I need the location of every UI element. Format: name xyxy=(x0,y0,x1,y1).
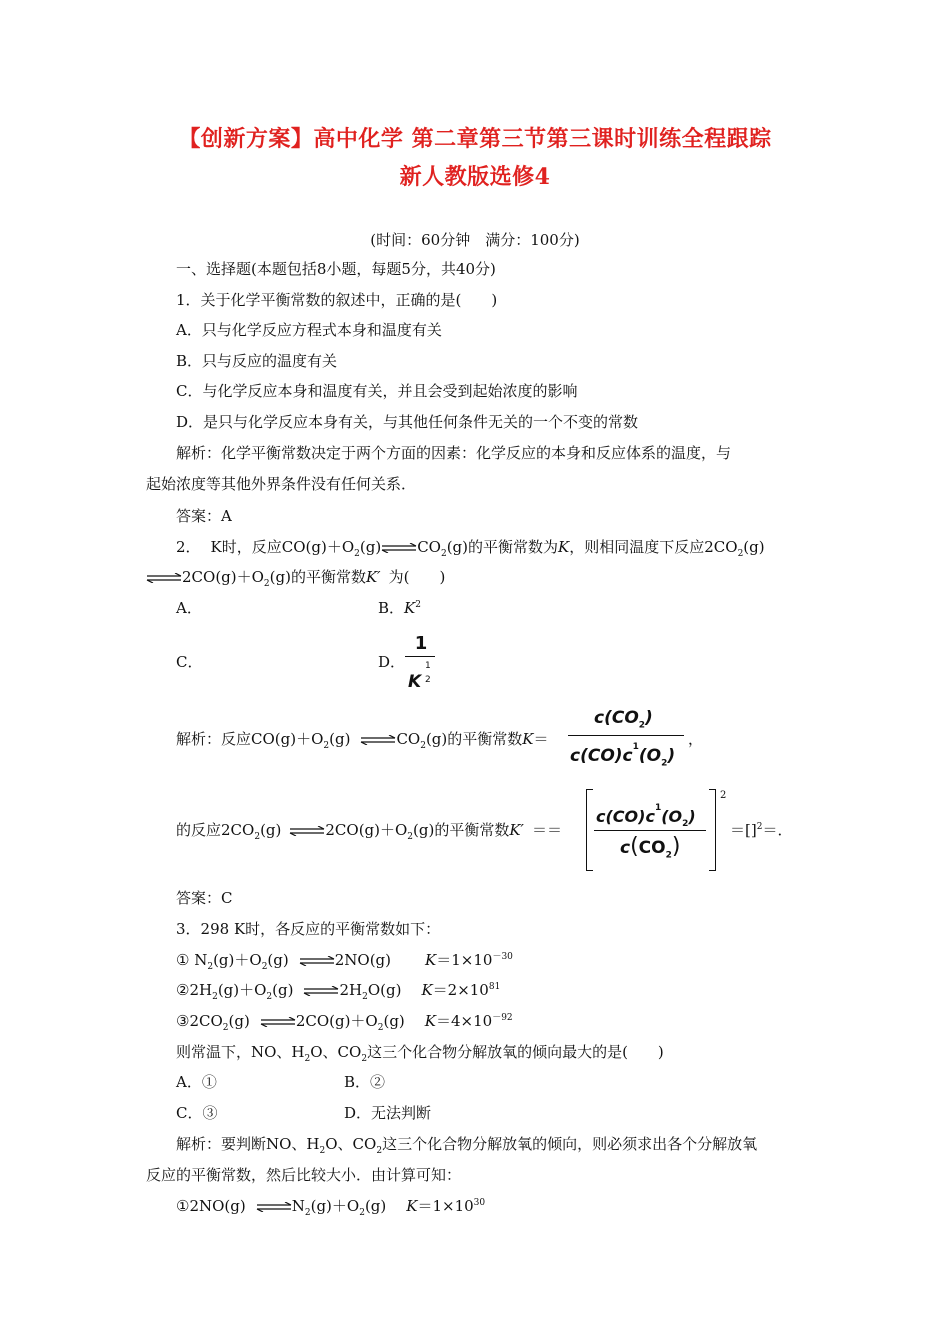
q3-analysis-line2: 反应的平衡常数，然后比较大小．由计算可知： xyxy=(146,1166,462,1184)
q3-calc-1 xyxy=(176,1196,485,1216)
superscript: 1 xyxy=(632,742,639,752)
subscript: 2 xyxy=(212,992,218,1002)
q3-k: K xyxy=(424,1012,436,1030)
q3-text: ②2H xyxy=(176,981,213,999)
subscript: 2 xyxy=(261,962,268,972)
q2-option-a: A． xyxy=(176,599,202,617)
q3-text: ＝4×10 xyxy=(436,1012,493,1030)
fraction-bar xyxy=(405,656,435,657)
subscript: 2 xyxy=(638,720,646,731)
q2-analysis-text: 的反应2CO xyxy=(176,821,255,839)
frac2-num-close: ) xyxy=(688,807,696,826)
q2-option-d-k: K xyxy=(408,672,422,692)
frac2-num-text: c(CO)c xyxy=(596,807,655,826)
q2-text: K时，反应CO(g)＋O xyxy=(210,538,355,556)
subscript: 2 xyxy=(407,832,414,842)
q3-option-d: D．无法判断 xyxy=(344,1104,432,1122)
subscript: 2 xyxy=(207,962,214,972)
exam-meta: (时间：60分钟 满分：100分) xyxy=(370,231,580,249)
q3-text: 这三个化合物分解放氧的倾向最大的是( ) xyxy=(367,1043,664,1061)
section-heading: 一、选择题(本题包括8小题，每题5分，共40分) xyxy=(176,260,496,278)
q2-kprime: K′ xyxy=(365,568,381,586)
q3-k: K xyxy=(425,951,437,969)
q1-analysis-line2: 起始浓度等其他外界条件没有任何关系． xyxy=(146,475,417,493)
q3-stem: 3．298 K时，各反应的平衡常数如下： xyxy=(176,920,441,938)
q3-option-c: C．③ xyxy=(176,1104,218,1122)
left-bracket xyxy=(586,789,593,871)
superscript: 81 xyxy=(488,982,501,992)
q3-text: (g) xyxy=(267,951,289,969)
equilibrium-arrow-icon xyxy=(303,986,339,996)
q2-text: 2CO(g)＋O xyxy=(182,568,264,586)
q2-k: K xyxy=(558,538,570,556)
q2-analysis-text: CO xyxy=(396,730,421,748)
q2-option-d: D． xyxy=(378,653,406,671)
q2-option-b xyxy=(378,598,421,618)
q3-k: K xyxy=(421,981,433,999)
subscript: 2 xyxy=(376,1146,383,1156)
q3-text: ＝1×10 xyxy=(436,951,493,969)
q3-text: O、CO xyxy=(310,1043,362,1061)
equilibrium-arrow-icon xyxy=(289,826,325,836)
q3-reaction-1 xyxy=(176,950,513,970)
q3-text: ＝2×10 xyxy=(432,981,489,999)
equilibrium-arrow-icon xyxy=(260,1017,296,1027)
q2-analysis-line2 xyxy=(176,820,562,840)
equilibrium-arrow-icon xyxy=(256,1202,292,1212)
q2-text: 为( ) xyxy=(388,568,446,586)
q1-stem: 1．关于化学平衡常数的叙述中，正确的是( ) xyxy=(176,291,498,309)
q2-option-c: C． xyxy=(176,653,203,671)
subscript: 2 xyxy=(682,819,689,830)
q2-analysis-text: 解析：反应CO(g)＋O xyxy=(176,730,324,748)
superscript: 1 xyxy=(654,803,662,813)
q2-analysis-text: (g)的平衡常数 xyxy=(413,821,510,839)
subscript: 2 xyxy=(304,1208,311,1218)
q3-text: O、CO xyxy=(325,1135,377,1153)
superscript: 30 xyxy=(473,1198,486,1208)
q2-stem-line2 xyxy=(146,567,445,587)
q3-text: 2CO(g)＋O xyxy=(295,1012,378,1030)
subscript: 2 xyxy=(661,758,668,769)
q3-text: ＝1×10 xyxy=(417,1197,474,1215)
q3-text: (g) xyxy=(383,1012,405,1030)
frac1-den-text2: (O xyxy=(638,746,662,766)
subscript: 2 xyxy=(361,1054,368,1064)
q2-analysis-tail xyxy=(730,820,792,840)
q2-number: 2． xyxy=(176,538,201,556)
frac2-denominator: $c(CO_2)$ xyxy=(620,834,681,861)
q2-analysis-text: (g) xyxy=(260,821,282,839)
q3-analysis-line1 xyxy=(176,1134,757,1154)
q2-analysis-k: K xyxy=(522,730,534,748)
q3-text: (g) xyxy=(364,1197,387,1215)
q2-text: (g) xyxy=(743,538,765,556)
q3-k: K xyxy=(406,1197,418,1215)
subscript: 2 xyxy=(263,579,270,589)
q3-text: (g)＋O xyxy=(310,1197,360,1215)
q3-text: O(g) xyxy=(367,981,402,999)
superscript: 2 xyxy=(756,822,763,832)
frac2-numerator xyxy=(596,803,696,830)
q3-text: N xyxy=(291,1197,305,1215)
frac2-den-c: c xyxy=(620,838,631,858)
q3-text: 则常温下，NO、H xyxy=(176,1043,305,1061)
q3-text: ③2CO xyxy=(176,1012,223,1030)
equilibrium-arrow-icon xyxy=(381,543,417,553)
q1-option-a: A．只与化学反应方程式本身和温度有关 xyxy=(176,321,442,339)
subscript: 2 xyxy=(665,850,672,861)
q2-analysis-text: ＝[] xyxy=(730,821,757,839)
frac1-num-close: ) xyxy=(645,708,653,728)
frac1-denominator xyxy=(570,742,676,769)
q2-stem xyxy=(176,537,765,557)
subscript: 2 xyxy=(222,1023,229,1033)
q2-analysis-text: ＝． xyxy=(762,821,793,839)
subscript: 2 xyxy=(254,832,261,842)
q3-text: (g)＋O xyxy=(217,981,267,999)
fraction-bar xyxy=(594,830,706,831)
equilibrium-arrow-icon xyxy=(146,573,182,583)
q3-question xyxy=(176,1042,664,1062)
doc-title-line2: 新人教版选修4 xyxy=(399,164,551,190)
q2-option-d-exp-den: 2 xyxy=(425,675,431,685)
q1-analysis-line1: 解析：化学平衡常数决定于两个方面的因素：化学反应的本身和反应体系的温度，与 xyxy=(176,444,732,462)
subscript: 2 xyxy=(266,992,273,1002)
q2-analysis-line1 xyxy=(176,729,549,749)
q2-text: ，则相同温度下反应2CO xyxy=(569,538,738,556)
subscript: 2 xyxy=(420,741,426,751)
subscript: 2 xyxy=(359,1208,365,1218)
bracket-exponent: 2 xyxy=(720,790,727,801)
subscript: 2 xyxy=(304,1054,311,1064)
q3-text: 这三个化合物分解放氧的倾向，则必须求出各个分解放氧 xyxy=(382,1135,758,1153)
q2-analysis-text: (g) xyxy=(329,730,351,748)
subscript: 2 xyxy=(377,1023,384,1033)
superscript: 2 xyxy=(415,600,421,610)
q2-text: (g) xyxy=(359,538,382,556)
q3-text: ① N xyxy=(176,951,208,969)
q2-analysis-text: ＝ xyxy=(533,730,549,748)
q2-option-d-exp-num: 1 xyxy=(425,661,431,671)
q2-text: CO xyxy=(417,538,441,556)
q2-analysis-text: 2CO(g)＋O xyxy=(325,821,408,839)
q3-text: (g) xyxy=(228,1012,250,1030)
q2-option-d-numerator: 1 xyxy=(414,633,428,654)
q3-text: (g)＋O xyxy=(213,951,262,969)
right-bracket xyxy=(709,789,716,871)
subscript: 2 xyxy=(440,549,447,559)
q1-option-c: C．与化学反应本身和温度有关，并且会受到起始浓度的影响 xyxy=(176,382,578,400)
q3-option-b: B．② xyxy=(344,1073,386,1091)
frac2-num-text2: (O xyxy=(661,807,683,826)
q1-option-d: D．是只与化学反应本身有关，与其他任何条件无关的一个不变的常数 xyxy=(176,413,639,431)
q3-text: ①2NO(g) xyxy=(176,1197,246,1215)
q2-option-b-k: K xyxy=(404,599,416,617)
subscript: 2 xyxy=(323,741,330,751)
q3-text: 解析：要判断NO、H xyxy=(176,1135,320,1153)
frac1-num-text: c(CO xyxy=(594,708,639,728)
doc-title-line1: 【创新方案】高中化学 第二章第三节第三课时训练全程跟踪 xyxy=(178,126,772,152)
q2-text: (g)的平衡常数 xyxy=(269,568,366,586)
equilibrium-arrow-icon xyxy=(299,956,335,966)
q3-text: 2H xyxy=(339,981,363,999)
q3-reaction-3 xyxy=(176,1011,513,1031)
frac1-numerator xyxy=(594,708,653,731)
q2-analysis-text: ＝＝ xyxy=(531,821,562,839)
frac2-den-text: CO xyxy=(638,838,666,858)
subscript: 2 xyxy=(354,549,360,559)
fraction-bar xyxy=(568,735,684,736)
superscript: －30 xyxy=(492,952,513,962)
subscript: 2 xyxy=(737,549,744,559)
superscript: －92 xyxy=(492,1013,513,1023)
q3-reaction-2 xyxy=(176,980,500,1000)
comma: ， xyxy=(688,730,704,748)
q1-option-b: B．只与反应的温度有关 xyxy=(176,352,338,370)
subscript: 2 xyxy=(362,992,368,1002)
q2-analysis-text: (g)的平衡常数 xyxy=(425,730,523,748)
equilibrium-arrow-icon xyxy=(360,735,396,745)
q2-analysis-kprime: K′ xyxy=(509,821,524,839)
q2-answer: 答案：C xyxy=(176,889,233,907)
q3-text: 2NO(g) xyxy=(334,951,392,969)
q3-option-a: A．① xyxy=(176,1073,217,1091)
q3-text: (g) xyxy=(272,981,294,999)
q2-option-b-label: B． xyxy=(378,599,405,617)
subscript: 2 xyxy=(319,1146,326,1156)
frac1-den-close: ) xyxy=(667,746,676,766)
q2-text: (g)的平衡常数为 xyxy=(446,538,559,556)
frac1-den-text: c(CO)c xyxy=(570,746,633,766)
q1-answer: 答案：A xyxy=(176,507,232,525)
